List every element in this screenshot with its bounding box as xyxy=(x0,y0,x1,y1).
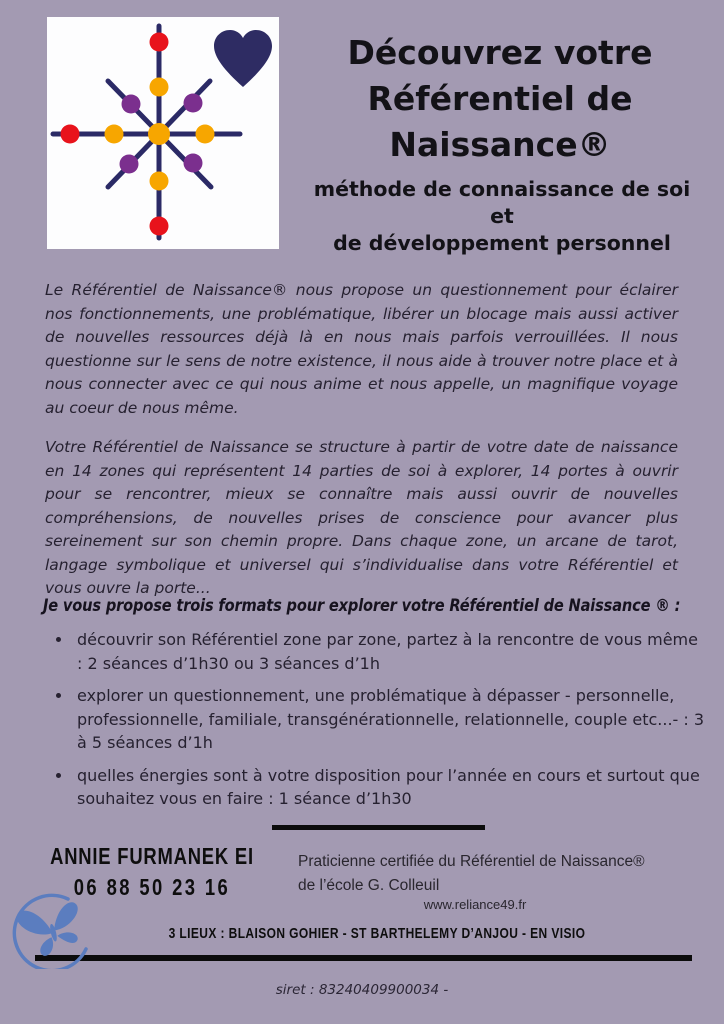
divider-top xyxy=(272,825,485,830)
title-line: Référentiel de xyxy=(367,79,633,118)
page-title xyxy=(310,30,690,168)
certification-line: Praticienne certifiée du Référentiel de Naissance® xyxy=(298,853,645,870)
intro-paragraph: Le Référentiel de Naissance® nous propose un questionnement pour éclairer nos fonctionnements, une problématique, libérer un blocage mais aussi activer de nouvelles ressources déjà là en nous mais parfois verrouillées. Il nous questionne sur le sens de notre existence, il nous aide à trouver notre place et à nous connecter avec ce qui nous anime et nous appelle, un magnifique voyage au coeur de nous même. xyxy=(45,281,678,417)
certification-text xyxy=(298,850,678,898)
referentiel-star-logo xyxy=(47,17,279,249)
subtitle-line: de développement personnel xyxy=(333,231,671,255)
offer-item: • découvrir son Référentiel zone par zone, partez à la rencontre de vous même : 2 séances d’1h30 ou 3 séances d’1h xyxy=(73,628,706,675)
star-dot-center xyxy=(148,123,170,145)
locations-line: 3 LIEUX : BLAISON GOHIER - ST BARTHELEMY D’ANJOU - EN VISIO xyxy=(168,925,586,942)
offer-list xyxy=(45,628,706,820)
siret-line: siret : 83240409900034 - xyxy=(275,982,449,998)
structure-paragraph: Votre Référentiel de Naissance se structure à partir de votre date de naissance en 14 zones qui représentent 14 parties de soi à explorer, 14 portes à ouvrir pour se rencontrer, mieux se connaître mais aussi ouvrir de nouvelles compréhensions, de nouvelles prises de conscience pour avancer plus sereinement sur son chemin propre. Dans chaque zone, un arcane de tarot, langage symbolique et universel qui s’individualise dans votre Référentiel et vous ouvre la porte... xyxy=(45,438,678,597)
star-dot-purple xyxy=(184,154,203,173)
heart-icon xyxy=(214,30,272,87)
star-dot-orange xyxy=(150,78,169,97)
star-dot-orange xyxy=(105,125,124,144)
offer-item: • explorer un questionnement, une problématique à dépasser - personnelle, professionnelle, familiale, transgénérationnelle, relationnelle, couple etc...- : 3 à 5 séances d’1h xyxy=(73,684,706,755)
title-line: Découvrez votre xyxy=(347,33,653,72)
star-dot-purple xyxy=(184,94,203,113)
star-dot-purple xyxy=(122,95,141,114)
star-dot-purple xyxy=(120,155,139,174)
practitioner-phone: 06 88 50 23 16 xyxy=(73,874,231,900)
certification-line: de l’école G. Colleuil xyxy=(298,877,440,894)
divider-bottom xyxy=(35,955,692,961)
offer-heading: Je vous propose trois formats pour explorer votre Référentiel de Naissance ® : xyxy=(43,596,681,616)
butterfly-logo xyxy=(6,891,98,969)
website-url: www.reliance49.fr xyxy=(423,897,527,912)
subtitle-line: méthode de connaissance de soi et xyxy=(313,177,691,228)
star-dot-red xyxy=(150,33,169,52)
star-dot-orange xyxy=(196,125,215,144)
practitioner-name: ANNIE FURMANEK EI xyxy=(50,843,254,869)
logo-card xyxy=(47,17,279,249)
star-dot-red xyxy=(150,217,169,236)
star-dot-orange xyxy=(150,172,169,191)
star-dot-red xyxy=(61,125,80,144)
page-subtitle xyxy=(312,176,692,257)
title-line: Naissance® xyxy=(389,125,611,164)
offer-item: • quelles énergies sont à votre disposition pour l’année en cours et surtout que souhaitez vous en faire : 1 séance d’1h30 xyxy=(73,764,706,811)
